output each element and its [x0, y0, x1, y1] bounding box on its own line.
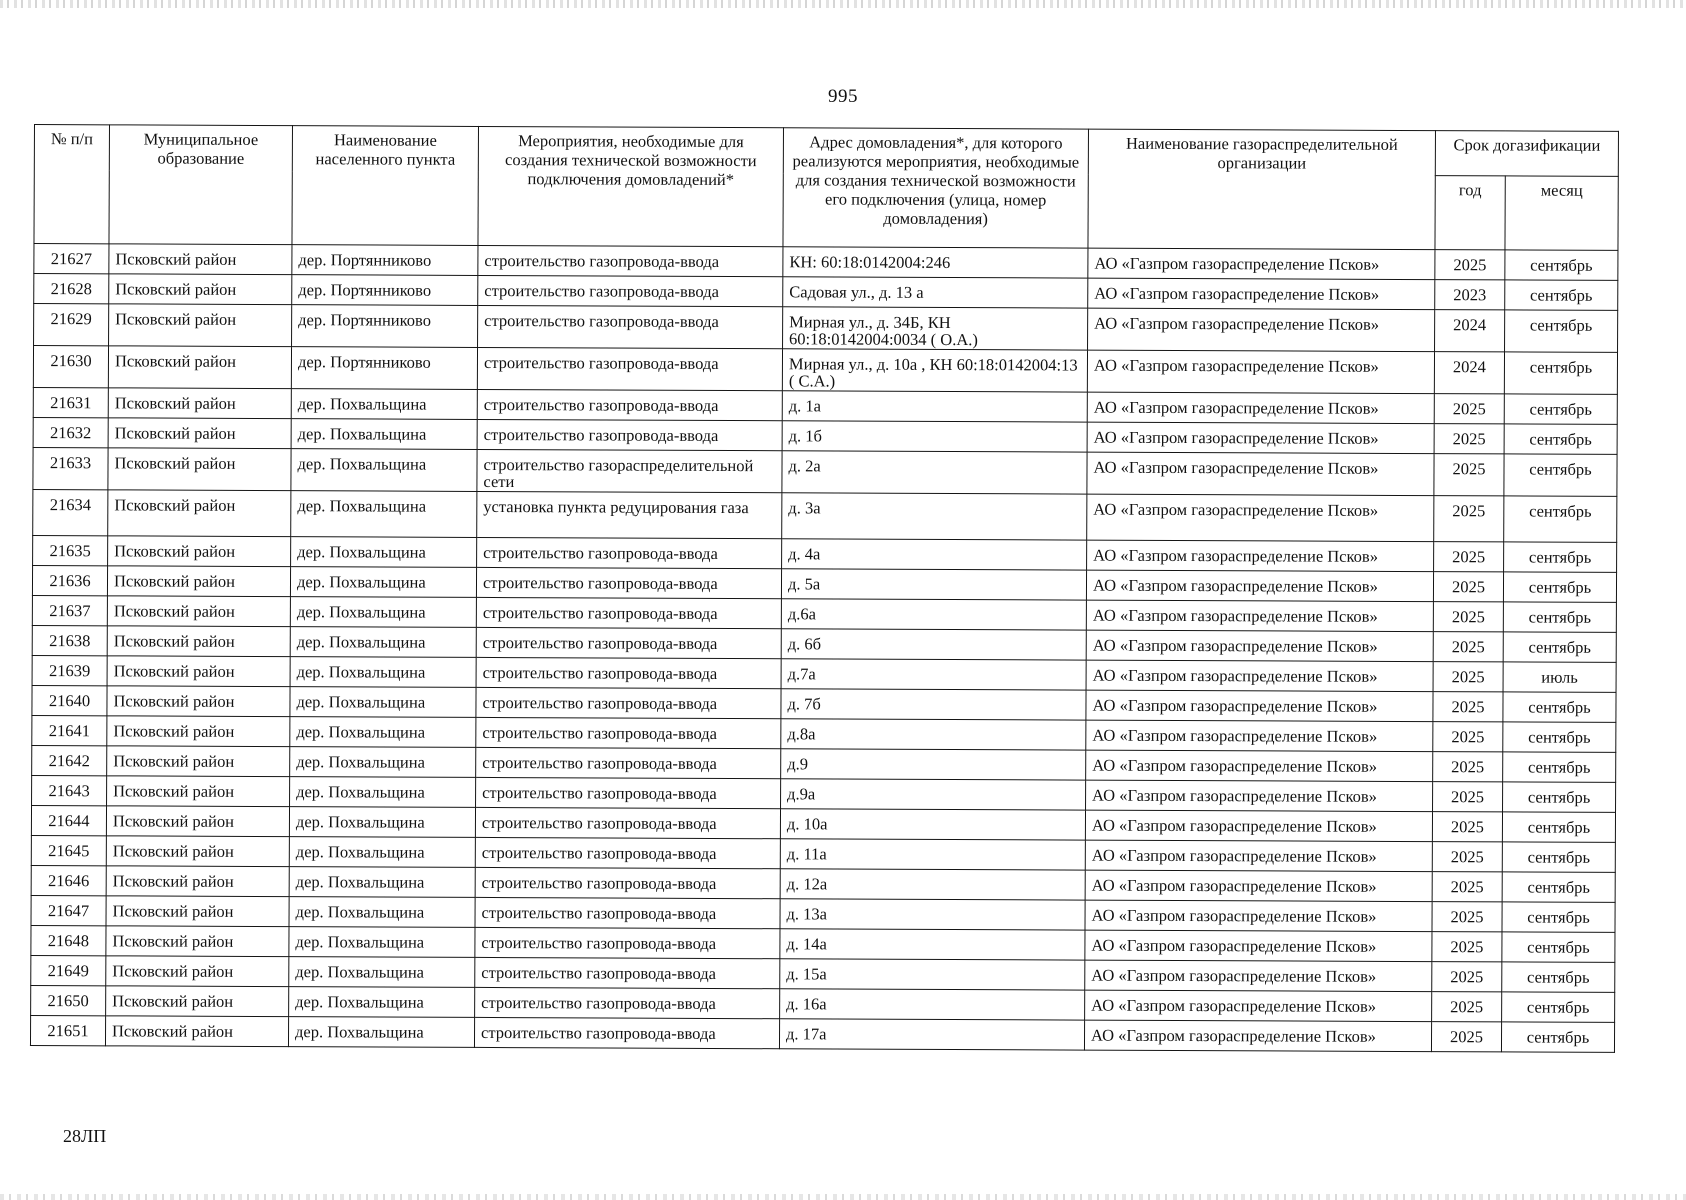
cell-num: 21651 [30, 1015, 105, 1045]
cell-num: 21630 [33, 346, 108, 388]
cell-year: 2025 [1433, 692, 1503, 722]
cell-year: 2025 [1432, 842, 1502, 872]
cell-settlement: дер. Похвальщина [291, 389, 477, 420]
table-row [30, 1015, 1614, 1052]
cell-municipality: Псковский район [108, 346, 291, 389]
cell-settlement: дер. Похвальщина [291, 537, 477, 568]
cell-address: д. 6б [781, 629, 1086, 660]
cell-month: сентябрь [1504, 454, 1617, 496]
cell-year: 2025 [1433, 662, 1503, 692]
gasification-table [30, 124, 1619, 1053]
cell-organization: АО «Газпром газораспределение Псков» [1085, 930, 1432, 962]
cell-num: 21643 [32, 775, 107, 805]
cell-organization: АО «Газпром газораспределение Псков» [1086, 780, 1433, 812]
cell-month: сентябрь [1504, 496, 1617, 542]
cell-month: сентябрь [1503, 602, 1616, 632]
cell-num: 21628 [34, 274, 109, 304]
header-term: Срок догазификации [1435, 131, 1618, 177]
header-municipality: Муниципальное образование [109, 125, 293, 245]
table-row [33, 489, 1617, 542]
cell-address: д. 12а [780, 869, 1085, 900]
cell-organization: АО «Газпром газораспределение Псков» [1087, 392, 1434, 424]
cell-settlement: дер. Похвальщина [290, 627, 476, 658]
cell-organization: АО «Газпром газораспределение Псков» [1086, 600, 1433, 632]
cell-address: д. 1б [782, 421, 1087, 452]
cell-municipality: Псковский район [107, 566, 290, 597]
cell-measure: строительство газопровода-ввода [475, 957, 780, 988]
cell-year: 2025 [1433, 572, 1503, 602]
cell-month: сентябрь [1502, 842, 1615, 872]
header-month: месяц [1505, 176, 1618, 250]
header-settlement: Наименование населенного пункта [292, 126, 479, 246]
cell-organization: АО «Газпром газораспределение Псков» [1086, 750, 1433, 782]
cell-measure: строительство газопровода-ввода [476, 747, 781, 778]
cell-organization: АО «Газпром газораспределение Псков» [1085, 990, 1432, 1022]
scan-edge-top [0, 0, 1686, 8]
cell-month: сентябрь [1505, 310, 1618, 352]
footer-code: 28ЛП [63, 1126, 107, 1146]
cell-num: 21631 [33, 387, 108, 417]
cell-organization: АО «Газпром газораспределение Псков» [1085, 900, 1432, 932]
cell-settlement: дер. Похвальщина [291, 449, 477, 492]
cell-measure: строительство газопровода-ввода [475, 807, 780, 838]
cell-year: 2025 [1435, 250, 1505, 280]
cell-settlement: дер. Похвальщина [290, 567, 476, 598]
cell-month: июль [1503, 662, 1616, 692]
cell-num: 21649 [31, 955, 106, 985]
header-year: год [1435, 176, 1505, 250]
cell-year: 2025 [1434, 394, 1504, 424]
table-row [33, 346, 1617, 395]
cell-num: 21640 [32, 685, 107, 715]
cell-year: 2025 [1434, 542, 1504, 572]
cell-organization: АО «Газпром газораспределение Псков» [1085, 840, 1432, 872]
cell-month: сентябрь [1502, 812, 1615, 842]
cell-municipality: Псковский район [106, 806, 289, 837]
cell-num: 21646 [31, 865, 106, 895]
cell-year: 2025 [1432, 872, 1502, 902]
cell-settlement: дер. Похвальщина [289, 897, 475, 928]
cell-month: сентябрь [1504, 394, 1617, 424]
cell-measure: строительство газопровода-ввода [478, 305, 783, 348]
cell-settlement: дер. Похвальщина [289, 807, 475, 838]
cell-num: 21638 [32, 625, 107, 655]
cell-measure: строительство газопровода-ввода [478, 245, 783, 276]
cell-municipality: Псковский район [106, 926, 289, 957]
page-number: 995 [828, 86, 858, 107]
cell-municipality: Псковский район [108, 536, 291, 567]
cell-measure: строительство газопровода-ввода [475, 897, 780, 928]
cell-municipality: Псковский район [105, 1016, 288, 1047]
cell-settlement: дер. Портянниково [292, 275, 478, 306]
cell-num: 21629 [34, 304, 109, 346]
cell-measure: строительство газопровода-ввода [478, 275, 783, 306]
cell-measure: строительство газопровода-ввода [476, 687, 781, 718]
cell-organization: АО «Газпром газораспределение Псков» [1087, 540, 1434, 572]
cell-organization: АО «Газпром газораспределение Псков» [1088, 248, 1435, 280]
cell-year: 2025 [1434, 496, 1504, 542]
cell-month: сентябрь [1502, 992, 1615, 1022]
cell-measure: строительство газопровода-ввода [476, 627, 781, 658]
cell-measure: строительство газопровода-ввода [476, 777, 781, 808]
cell-measure: строительство газопровода-ввода [477, 347, 782, 390]
cell-year: 2025 [1432, 932, 1502, 962]
cell-municipality: Псковский район [106, 986, 289, 1017]
cell-settlement: дер. Похвальщина [288, 1017, 474, 1048]
cell-year: 2024 [1434, 352, 1504, 394]
cell-num: 21648 [31, 925, 106, 955]
header-measures: Мероприятия, необходимые для создания технической возможности подключения домовладений* [478, 126, 784, 246]
cell-measure: строительство газопровода-ввода [475, 867, 780, 898]
cell-month: сентябрь [1502, 932, 1615, 962]
cell-municipality: Псковский район [109, 304, 292, 347]
scan-edge-bottom [0, 1194, 1686, 1200]
cell-organization: АО «Газпром газораспределение Псков» [1085, 960, 1432, 992]
cell-settlement: дер. Похвальщина [289, 837, 475, 868]
cell-organization: АО «Газпром газораспределение Псков» [1086, 570, 1433, 602]
cell-measure: строительство газопровода-ввода [476, 717, 781, 748]
cell-organization: АО «Газпром газораспределение Псков» [1086, 660, 1433, 692]
cell-year: 2025 [1433, 782, 1503, 812]
cell-organization: АО «Газпром газораспределение Псков» [1088, 278, 1435, 310]
cell-municipality: Псковский район [107, 656, 290, 687]
cell-address: д. 1а [782, 391, 1087, 422]
cell-organization: АО «Газпром газораспределение Псков» [1084, 1020, 1431, 1052]
cell-measure: строительство газопровода-ввода [474, 1017, 779, 1048]
cell-settlement: дер. Похвальщина [290, 747, 476, 778]
cell-month: сентябрь [1502, 962, 1615, 992]
cell-address: д. 10а [780, 809, 1085, 840]
cell-municipality: Псковский район [107, 776, 290, 807]
cell-municipality: Псковский район [107, 686, 290, 717]
cell-organization: АО «Газпром газораспределение Псков» [1086, 720, 1433, 752]
cell-settlement: дер. Похвальщина [289, 867, 475, 898]
cell-address: д. 11а [780, 839, 1085, 870]
cell-measure: строительство газопровода-ввода [477, 419, 782, 450]
cell-settlement: дер. Похвальщина [289, 987, 475, 1018]
cell-municipality: Псковский район [109, 244, 292, 275]
cell-address: д.7а [781, 659, 1086, 690]
cell-num: 21627 [34, 244, 109, 274]
cell-municipality: Псковский район [106, 956, 289, 987]
cell-municipality: Псковский район [106, 836, 289, 867]
table-row [33, 447, 1617, 496]
cell-year: 2024 [1435, 310, 1505, 352]
header-address: Адрес домовладения*, для которого реализуются мероприятия, необходимые для создания технической возможности его подключения (улица, номер домовладения) [783, 128, 1089, 248]
cell-address: д. 13а [780, 899, 1085, 930]
table-header [34, 125, 1619, 251]
cell-settlement: дер. Похвальщина [289, 927, 475, 958]
cell-year: 2025 [1433, 722, 1503, 752]
cell-year: 2025 [1434, 454, 1504, 496]
cell-municipality: Псковский район [108, 388, 291, 419]
cell-municipality: Псковский район [107, 716, 290, 747]
cell-month: сентябрь [1503, 782, 1616, 812]
cell-year: 2025 [1434, 424, 1504, 454]
cell-organization: АО «Газпром газораспределение Псков» [1086, 630, 1433, 662]
cell-month: сентябрь [1503, 572, 1616, 602]
cell-address: Садовая ул., д. 13 а [783, 277, 1088, 308]
cell-month: сентябрь [1504, 424, 1617, 454]
cell-organization: АО «Газпром газораспределение Псков» [1087, 422, 1434, 454]
cell-address: д.6а [781, 599, 1086, 630]
cell-municipality: Псковский район [107, 746, 290, 777]
cell-num: 21639 [32, 655, 107, 685]
cell-num: 21650 [31, 985, 106, 1015]
cell-measure: строительство газопровода-ввода [475, 987, 780, 1018]
cell-year: 2025 [1432, 962, 1502, 992]
cell-num: 21634 [33, 489, 108, 535]
cell-address: д. 16а [780, 989, 1085, 1020]
cell-address: КН: 60:18:0142004:246 [783, 247, 1088, 278]
cell-year: 2025 [1432, 992, 1502, 1022]
cell-settlement: дер. Портянниково [292, 245, 478, 276]
cell-num: 21636 [32, 565, 107, 595]
cell-address: д. 7б [781, 689, 1086, 720]
cell-measure: строительство газопровода-ввода [477, 389, 782, 420]
cell-measure: строительство газопровода-ввода [475, 837, 780, 868]
cell-year: 2025 [1432, 812, 1502, 842]
cell-organization: АО «Газпром газораспределение Псков» [1085, 810, 1432, 842]
cell-num: 21647 [31, 895, 106, 925]
cell-address: д.9 [781, 749, 1086, 780]
cell-month: сентябрь [1504, 352, 1617, 394]
cell-address: д. 3а [782, 493, 1087, 540]
cell-month: сентябрь [1501, 1022, 1614, 1052]
cell-settlement: дер. Похвальщина [291, 419, 477, 450]
cell-municipality: Псковский район [108, 448, 291, 491]
cell-num: 21635 [33, 535, 108, 565]
cell-municipality: Псковский район [108, 490, 291, 537]
register-sheet [30, 124, 1618, 1053]
cell-month: сентябрь [1502, 872, 1615, 902]
cell-settlement: дер. Похвальщина [290, 657, 476, 688]
cell-organization: АО «Газпром газораспределение Псков» [1085, 870, 1432, 902]
cell-measure: строительство газораспределительной сети [477, 449, 782, 492]
cell-month: сентябрь [1504, 542, 1617, 572]
cell-settlement: дер. Портянниково [291, 347, 477, 390]
cell-organization: АО «Газпром газораспределение Псков» [1086, 690, 1433, 722]
cell-municipality: Псковский район [107, 626, 290, 657]
cell-num: 21642 [32, 745, 107, 775]
cell-year: 2025 [1433, 632, 1503, 662]
cell-measure: строительство газопровода-ввода [475, 927, 780, 958]
table-body [30, 244, 1617, 1053]
cell-year: 2023 [1435, 280, 1505, 310]
cell-month: сентябрь [1502, 902, 1615, 932]
cell-organization: АО «Газпром газораспределение Псков» [1087, 494, 1434, 542]
cell-address: д. 15а [780, 959, 1085, 990]
cell-organization: АО «Газпром газораспределение Псков» [1088, 308, 1435, 352]
cell-settlement: дер. Похвальщина [290, 717, 476, 748]
cell-address: Мирная ул., д. 34Б, КН 60:18:0142004:0034 ( О.А.) [783, 307, 1088, 350]
cell-num: 21632 [33, 417, 108, 447]
cell-municipality: Псковский район [106, 896, 289, 927]
cell-month: сентябрь [1505, 250, 1618, 280]
cell-address: д.9а [781, 779, 1086, 810]
cell-month: сентябрь [1503, 752, 1616, 782]
cell-month: сентябрь [1503, 692, 1616, 722]
header-num: № п/п [34, 125, 110, 244]
cell-settlement: дер. Портянниково [292, 305, 478, 348]
cell-municipality: Псковский район [109, 274, 292, 305]
cell-num: 21644 [31, 805, 106, 835]
cell-year: 2025 [1433, 752, 1503, 782]
cell-year: 2025 [1433, 602, 1503, 632]
cell-organization: АО «Газпром газораспределение Псков» [1087, 350, 1434, 394]
cell-num: 21641 [32, 715, 107, 745]
cell-address: Мирная ул., д. 10а , КН 60:18:0142004:13 ( С.А.) [782, 349, 1087, 392]
cell-address: д. 5а [781, 569, 1086, 600]
cell-municipality: Псковский район [106, 866, 289, 897]
cell-measure: строительство газопровода-ввода [476, 597, 781, 628]
cell-settlement: дер. Похвальщина [290, 597, 476, 628]
cell-organization: АО «Газпром газораспределение Псков» [1087, 452, 1434, 496]
cell-num: 21633 [33, 447, 108, 489]
cell-year: 2025 [1432, 902, 1502, 932]
cell-measure: строительство газопровода-ввода [476, 657, 781, 688]
cell-measure: строительство газопровода-ввода [477, 537, 782, 568]
cell-address: д. 17а [779, 1019, 1084, 1050]
cell-settlement: дер. Похвальщина [290, 687, 476, 718]
cell-settlement: дер. Похвальщина [290, 777, 476, 808]
cell-year: 2025 [1431, 1022, 1501, 1052]
cell-settlement: дер. Похвальщина [291, 491, 477, 538]
cell-municipality: Псковский район [107, 596, 290, 627]
cell-address: д. 14а [780, 929, 1085, 960]
cell-month: сентябрь [1505, 280, 1618, 310]
cell-municipality: Псковский район [108, 418, 291, 449]
cell-address: д. 4а [782, 539, 1087, 570]
cell-num: 21645 [31, 835, 106, 865]
cell-measure: строительство газопровода-ввода [476, 567, 781, 598]
cell-settlement: дер. Похвальщина [289, 957, 475, 988]
cell-month: сентябрь [1503, 722, 1616, 752]
cell-address: д. 2а [782, 451, 1087, 494]
table-row [34, 304, 1618, 353]
cell-address: д.8а [781, 719, 1086, 750]
cell-month: сентябрь [1503, 632, 1616, 662]
cell-num: 21637 [32, 595, 107, 625]
cell-measure: установка пункта редуцирования газа [477, 491, 782, 538]
header-organization: Наименование газораспределительной организации [1088, 129, 1436, 250]
